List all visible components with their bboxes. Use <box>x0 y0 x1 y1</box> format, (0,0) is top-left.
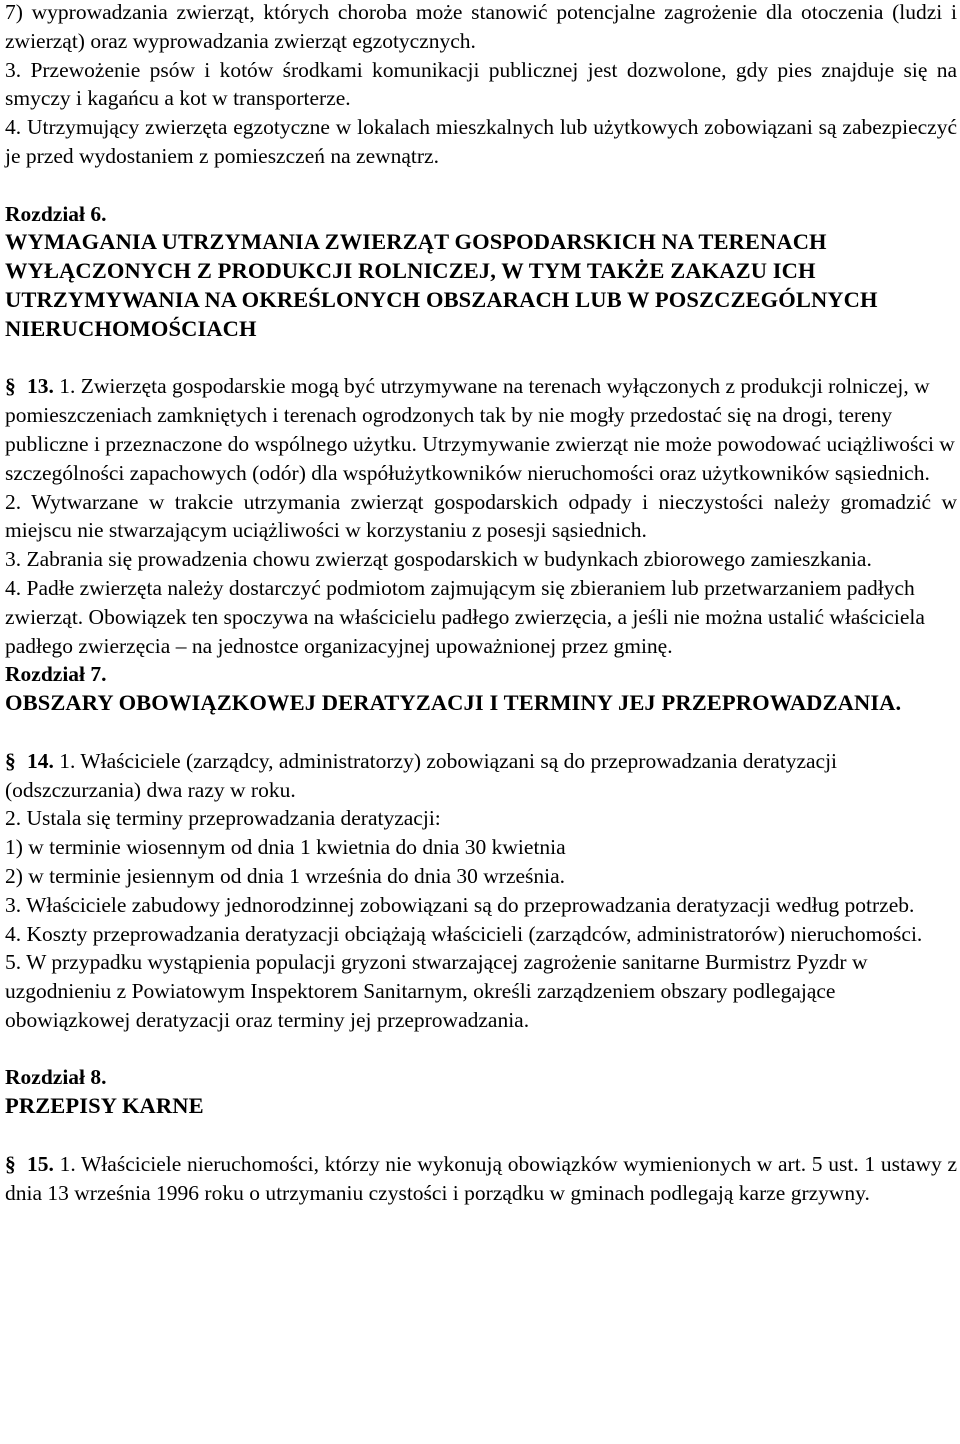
chapter-8-title: PRZEPISY KARNE <box>5 1093 204 1119</box>
chapter-8-label: Rozdział 8. <box>5 1065 107 1090</box>
section-14-paragraph-2a: 1) w terminie wiosennym od dnia 1 kwietnia do dnia 30 kwietnia <box>5 835 566 860</box>
paragraph-item-7: 7) wyprowadzania zwierząt, których choroba może stanowić potencjalne zagrożenie dla otoczenia (ludzi i zwierząt) oraz wyprowadzania zwierząt egzotycznych. <box>5 0 957 53</box>
paragraph-item-4: 4. Utrzymujący zwierzęta egzotyczne w lokalach mieszkalnych lub użytkowych zobowiązani są zabezpieczyć je przed wydostaniem z pomieszczeń na zewnątrz. <box>5 115 957 168</box>
spacer <box>5 1121 957 1150</box>
section-sign: § <box>5 748 16 773</box>
section-14-paragraph-2: 2. Ustala się terminy przeprowadzania deratyzacji: <box>5 806 441 831</box>
spacer <box>5 1035 957 1064</box>
section-sign: § <box>5 1151 16 1176</box>
section-15-line <box>5 1150 957 1208</box>
paragraph-item-3: 3. Przewożenie psów i kotów środkami komunikacji publicznej jest dozwolone, gdy pies znajduje się na smyczy i kagańcu a kot w transporterze. <box>5 57 957 111</box>
section-13-paragraph-4: 4. Padłe zwierzęta należy dostarczyć podmiotom zajmującym się zbieraniem lub przetwarzaniem padłych zwierząt. Obowiązek ten spoczywa na właścicielu padłego zwierzęcia, a jeśli nie można ustalić właściciela padłego zwierzęcia – na jednostce organizacyjnej upoważnionej przez gminę. <box>5 575 925 658</box>
spacer <box>5 718 957 747</box>
chapter-7-label: Rozdział 7. <box>5 662 107 687</box>
section-sign: § <box>5 374 16 399</box>
section-13-line <box>5 372 957 487</box>
chapter-7-title: OBSZARY OBOWIĄZKOWEJ DERATYZACJI I TERMINY JEJ PRZEPROWADZANIA. <box>5 690 902 716</box>
section-14-line <box>5 747 957 805</box>
document-page <box>5 0 957 1207</box>
section-14-paragraph-3: 3. Właściciele zabudowy jednorodzinnej zobowiązani są do przeprowadzania deratyzacji według potrzeb. <box>5 892 915 917</box>
section-14-paragraph-1: 1. Właściciele (zarządcy, administratorzy) zobowiązani są do przeprowadzania deratyzacji (odszczurzania) dwa razy w roku. <box>5 748 838 802</box>
section-13-paragraph-2: 2. Wytwarzane w trakcie utrzymania zwierząt gospodarskich odpady i nieczystości należy gromadzić w miejscu nie stwarzającym uciążliwości w korzystaniu z posesji sąsiednich. <box>5 489 957 543</box>
spacer <box>5 171 957 200</box>
section-13-paragraph-3: 3. Zabrania się prowadzenia chowu zwierząt gospodarskich w budynkach zbiorowego zamieszkania. <box>5 547 872 572</box>
section-13-paragraph-1: 1. Zwierzęta gospodarskie mogą być utrzymywane na terenach wyłączonych z produkcji rolniczej, w pomieszczeniach zamkniętych i terenach ogrodzonych tak by nie mogły przedostać się na drogi, tereny publiczne i przeznaczone do wspólnego użytku. Utrzymywanie zwierząt nie może powodować uciążliwości w szczególności zapachowych (odór) dla współużytkowników nieruchomości oraz użytkowników sąsiednich. <box>5 374 955 485</box>
chapter-6-label: Rozdział 6. <box>5 201 107 226</box>
section-14-number: 14. <box>27 748 54 773</box>
section-13-number: 13. <box>27 374 54 399</box>
section-14-paragraph-5: 5. W przypadku wystąpienia populacji gryzoni stwarzającej zagrożenie sanitarne Burmistrz Pyzdr w uzgodnieniu z Powiatowym Inspektorem Sanitarnym, określi zarządzeniem obszary podlegające obowiązkowej deratyzacji oraz terminy jej przeprowadzania. <box>5 950 868 1032</box>
section-14-paragraph-2b: 2) w terminie jesiennym od dnia 1 września do dnia 30 września. <box>5 863 566 888</box>
section-14-paragraph-4: 4. Koszty przeprowadzania deratyzacji obciążają właścicieli (zarządców, administratorów) nieruchomości. <box>5 921 923 946</box>
section-15-number: 15. <box>27 1151 54 1176</box>
section-15-paragraph-1: 1. Właściciele nieruchomości, którzy nie wykonują obowiązków wymienionych w art. 5 ust. 1 ustawy z dnia 13 września 1996 roku o utrzymaniu czystości i porządku w gminach podlegają karze grzywny. <box>5 1151 957 1205</box>
spacer <box>5 344 957 373</box>
chapter-6-title: WYMAGANIA UTRZYMANIA ZWIERZĄT GOSPODARSKICH NA TERENACH WYŁĄCZONYCH Z PRODUKCJI ROLNICZEJ, W TYM TAKŻE ZAKAZU ICH UTRZYMYWANIA NA OKREŚLONYCH OBSZARACH LUB W POSZCZEGÓLNYCH NIERUCHOMOŚCIACH <box>5 229 878 341</box>
